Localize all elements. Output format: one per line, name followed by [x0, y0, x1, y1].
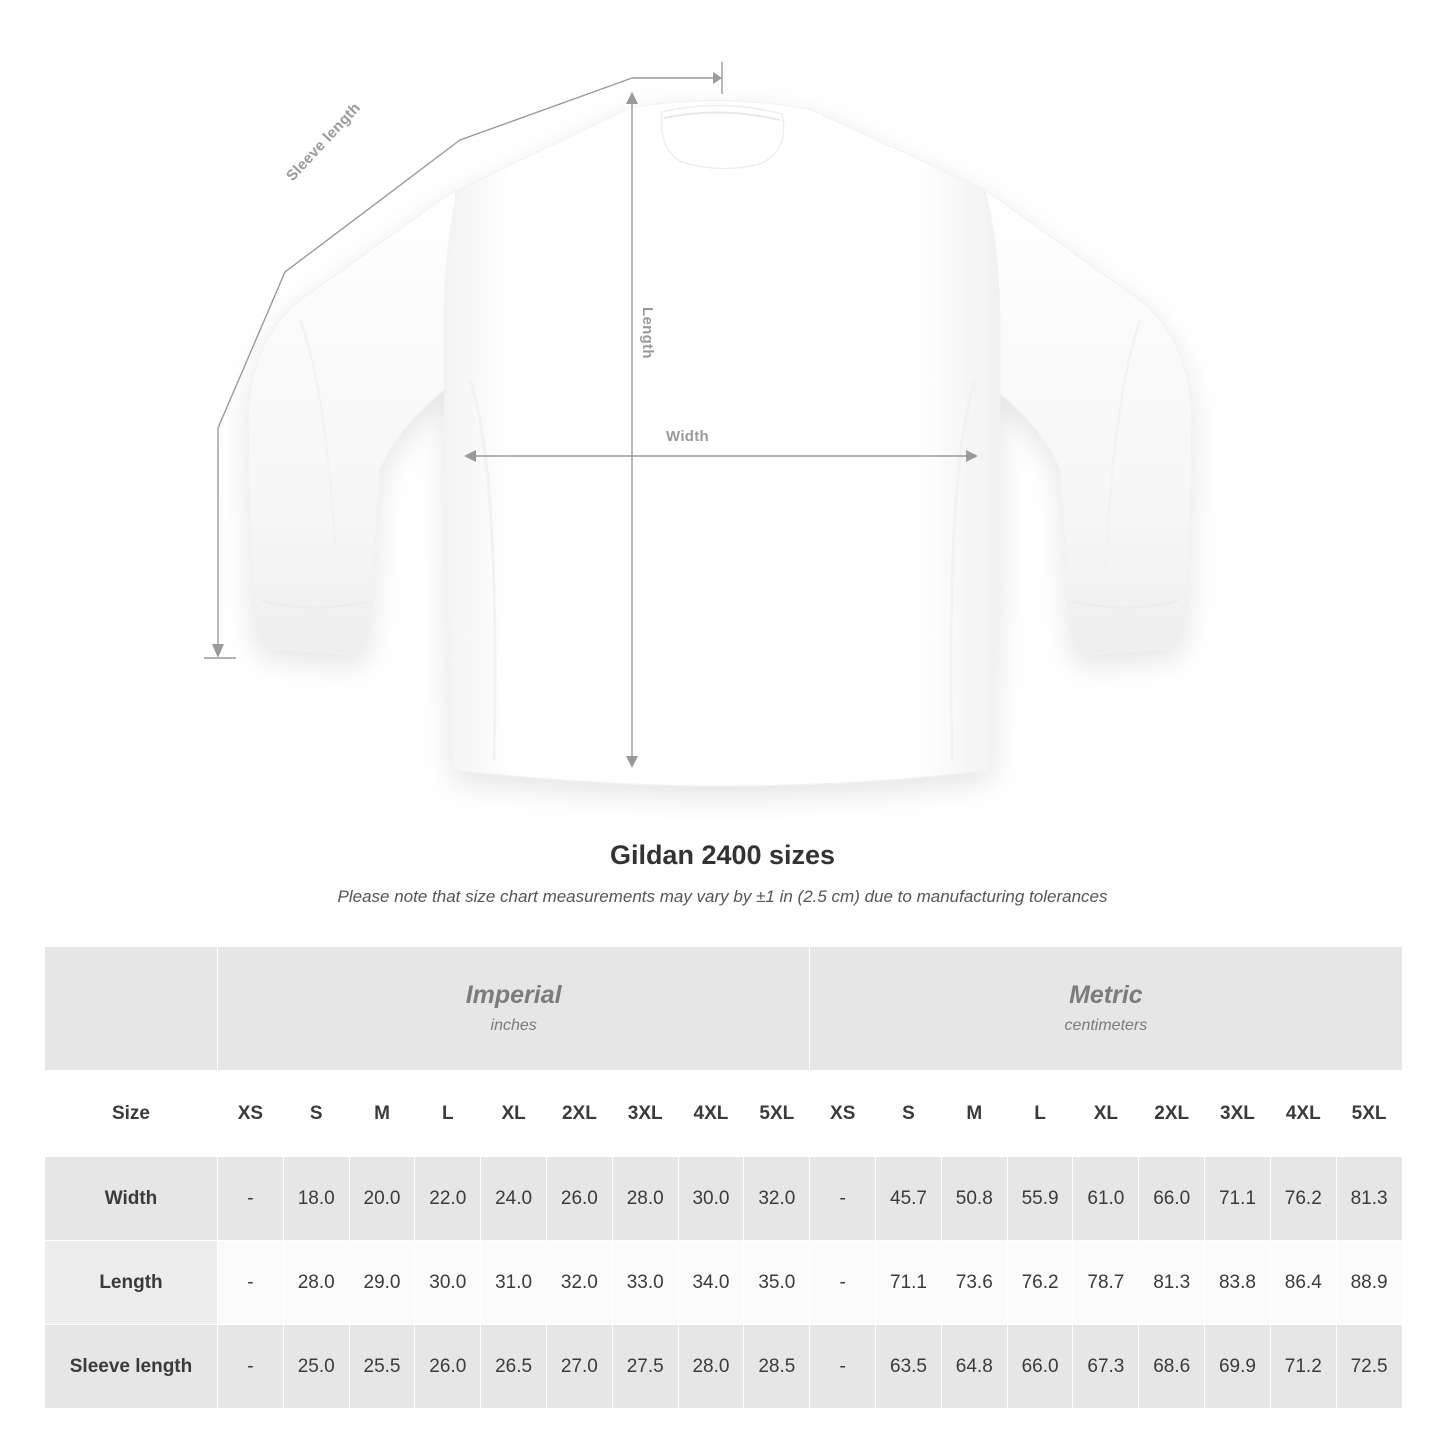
cell: 71.2: [1270, 1325, 1336, 1409]
row-label-length: Length: [45, 1241, 218, 1325]
imperial-name: Imperial: [465, 980, 562, 1009]
cell: 28.5: [744, 1325, 810, 1409]
cell: 26.5: [481, 1325, 547, 1409]
cell: 25.0: [283, 1325, 349, 1409]
metric-name: Metric: [1069, 980, 1143, 1009]
unit-head-metric: [810, 947, 1402, 1071]
col-header-met-xs: XS: [810, 1071, 876, 1157]
cell: 61.0: [1073, 1157, 1139, 1241]
col-header-imp-3xl: 3XL: [612, 1071, 678, 1157]
column-header-row: [45, 1071, 1403, 1157]
imperial-sub: inches: [490, 1017, 537, 1035]
cell: 30.0: [415, 1241, 481, 1325]
col-header-size: Size: [45, 1071, 218, 1157]
cell: 81.3: [1336, 1157, 1402, 1241]
sleeve-length-label: Sleeve length: [283, 99, 365, 185]
cell: 33.0: [612, 1241, 678, 1325]
page-title: Gildan 2400 sizes: [609, 840, 836, 870]
cell: 88.9: [1336, 1241, 1402, 1325]
col-header-met-m: M: [941, 1071, 1007, 1157]
col-header-imp-s: S: [283, 1071, 349, 1157]
cell: 81.3: [1139, 1241, 1205, 1325]
unit-head-imperial: [218, 947, 810, 1071]
cell: 26.0: [415, 1325, 481, 1409]
table-row: [45, 1325, 1403, 1409]
cell: 27.5: [612, 1325, 678, 1409]
col-header-imp-xl: XL: [481, 1071, 547, 1157]
col-header-imp-2xl: 2XL: [546, 1071, 612, 1157]
tolerance-note: Please note that size chart measurements may vary by ±1 in (2.5 cm) due to manufacturing tolerances: [337, 887, 1108, 906]
cell: 64.8: [941, 1325, 1007, 1409]
cell: -: [218, 1241, 284, 1325]
row-label-width: Width: [45, 1157, 218, 1241]
table-row: [45, 1241, 1403, 1325]
cell: 34.0: [678, 1241, 744, 1325]
cell: 83.8: [1205, 1241, 1271, 1325]
col-header-met-5xl: 5XL: [1336, 1071, 1402, 1157]
metric-sub: centimeters: [1064, 1017, 1148, 1035]
col-header-imp-m: M: [349, 1071, 415, 1157]
cell: 50.8: [941, 1157, 1007, 1241]
cell: 71.1: [1205, 1157, 1271, 1241]
cell: 78.7: [1073, 1241, 1139, 1325]
width-label: Width: [666, 428, 710, 445]
unit-group-row: [45, 947, 1403, 1071]
title-block: [0, 840, 1445, 907]
cell: 35.0: [744, 1241, 810, 1325]
cell: -: [810, 1325, 876, 1409]
cell: 30.0: [678, 1157, 744, 1241]
cell: 68.6: [1139, 1325, 1205, 1409]
cell: 27.0: [546, 1325, 612, 1409]
cell: 76.2: [1007, 1241, 1073, 1325]
col-header-met-4xl: 4XL: [1270, 1071, 1336, 1157]
cell: 55.9: [1007, 1157, 1073, 1241]
col-header-met-l: L: [1007, 1071, 1073, 1157]
cell: 28.0: [612, 1157, 678, 1241]
col-header-met-3xl: 3XL: [1205, 1071, 1271, 1157]
table-row: [45, 1157, 1403, 1241]
cell: -: [218, 1325, 284, 1409]
col-header-imp-l: L: [415, 1071, 481, 1157]
size-table: [44, 946, 1403, 1409]
cell: 32.0: [546, 1241, 612, 1325]
cell: 24.0: [481, 1157, 547, 1241]
cell: 25.5: [349, 1325, 415, 1409]
cell: 45.7: [876, 1157, 942, 1241]
col-header-imp-xs: XS: [218, 1071, 284, 1157]
shirt-shape: [248, 100, 1192, 786]
unit-head-empty: [45, 947, 218, 1071]
cell: 18.0: [283, 1157, 349, 1241]
cell: 26.0: [546, 1157, 612, 1241]
cell: 76.2: [1270, 1157, 1336, 1241]
cell: -: [218, 1157, 284, 1241]
cell: 86.4: [1270, 1241, 1336, 1325]
size-table-wrapper: [44, 946, 1401, 1409]
col-header-met-xl: XL: [1073, 1071, 1139, 1157]
cell: 72.5: [1336, 1325, 1402, 1409]
cell: 63.5: [876, 1325, 942, 1409]
cell: 28.0: [283, 1241, 349, 1325]
cell: 66.0: [1007, 1325, 1073, 1409]
length-label: Length: [639, 307, 656, 359]
cell: 67.3: [1073, 1325, 1139, 1409]
cell: -: [810, 1157, 876, 1241]
cell: 66.0: [1139, 1157, 1205, 1241]
cell: 29.0: [349, 1241, 415, 1325]
col-header-imp-4xl: 4XL: [678, 1071, 744, 1157]
cell: 28.0: [678, 1325, 744, 1409]
cell: 69.9: [1205, 1325, 1271, 1409]
cell: 32.0: [744, 1157, 810, 1241]
cell: 71.1: [876, 1241, 942, 1325]
cell: 22.0: [415, 1157, 481, 1241]
col-header-imp-5xl: 5XL: [744, 1071, 810, 1157]
col-header-met-s: S: [876, 1071, 942, 1157]
row-label-sleeve-length: Sleeve length: [45, 1325, 218, 1409]
cell: 73.6: [941, 1241, 1007, 1325]
cell: 20.0: [349, 1157, 415, 1241]
cell: 31.0: [481, 1241, 547, 1325]
col-header-met-2xl: 2XL: [1139, 1071, 1205, 1157]
cell: -: [810, 1241, 876, 1325]
